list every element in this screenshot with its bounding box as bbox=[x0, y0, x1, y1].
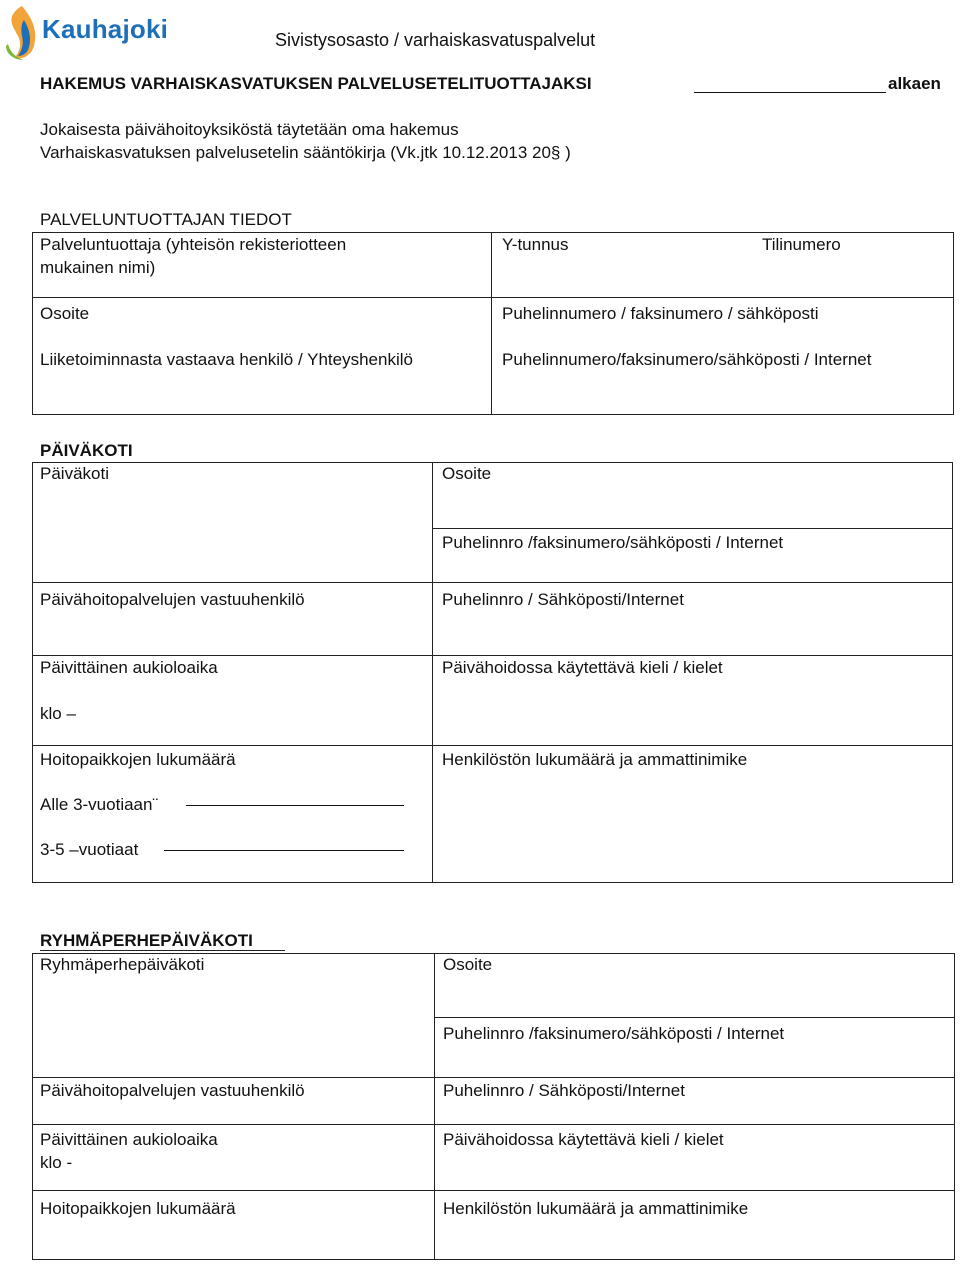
logo-flame-icon bbox=[4, 4, 44, 62]
daycare-row-3 bbox=[32, 655, 953, 656]
group-responsible-label: Päivähoitopalvelujen vastuuhenkilö bbox=[40, 1081, 305, 1100]
group-row-2 bbox=[32, 1077, 955, 1078]
daycare-phone-label: Puhelinnro /faksinumero/sähköposti / Internet bbox=[442, 533, 784, 552]
group-languages-label: Päivähoidossa käytettävä kieli / kielet bbox=[443, 1130, 724, 1149]
group-daycare-divider bbox=[434, 953, 435, 1260]
daycare-languages-label: Päivähoidossa käytettävä kieli / kielet bbox=[442, 658, 723, 677]
kauhajoki-logo bbox=[4, 4, 176, 62]
daycare-heading: PÄIVÄKOTI bbox=[40, 441, 133, 460]
tilinumero-label: Tilinumero bbox=[762, 235, 841, 254]
group-daycare-heading: RYHMÄPERHEPÄIVÄKOTI bbox=[40, 931, 253, 950]
daycare-places-label: Hoitopaikkojen lukumäärä bbox=[40, 750, 236, 769]
group-right-row-1 bbox=[434, 1017, 955, 1018]
group-name-label: Ryhmäperhepäiväkoti bbox=[40, 955, 205, 974]
daycare-address-label: Osoite bbox=[442, 464, 492, 483]
group-staff-label: Henkilöstön lukumäärä ja ammattinimike bbox=[443, 1199, 749, 1218]
group-row-3 bbox=[32, 1124, 955, 1125]
daycare-right-row-1 bbox=[432, 528, 953, 529]
group-klo-label: klo - bbox=[40, 1153, 73, 1172]
group-responsible-phone-label: Puhelinnro / Sähköposti/Internet bbox=[443, 1081, 685, 1100]
group-address-label: Osoite bbox=[443, 955, 493, 974]
daycare-staff-label: Henkilöstön lukumäärä ja ammattinimike bbox=[442, 750, 748, 769]
logo-text: Kauhajoki bbox=[42, 14, 169, 44]
daycare-divider bbox=[432, 462, 433, 883]
provider-heading: PALVELUNTUOTTAJAN TIEDOT bbox=[40, 210, 292, 229]
under3-label: Alle 3-vuotiaan¨ bbox=[40, 795, 159, 814]
provider-name-label-2: mukainen nimi) bbox=[40, 258, 156, 277]
group-heading-underline bbox=[40, 950, 285, 951]
age35-field[interactable] bbox=[164, 850, 404, 851]
intro-line-1: Jokaisesta päivähoitoyksiköstä täytetään oma hakemus bbox=[40, 120, 459, 139]
form-title: HAKEMUS VARHAISKASVATUKSEN PALVELUSETELITUOTTAJAKSI bbox=[40, 74, 592, 93]
start-date-field[interactable] bbox=[694, 92, 886, 93]
group-row-4 bbox=[32, 1190, 955, 1191]
daycare-row-2 bbox=[32, 582, 953, 583]
group-places-label: Hoitopaikkojen lukumäärä bbox=[40, 1199, 236, 1218]
provider-contact-label: Liiketoiminnasta vastaava henkilö / Yhteyshenkilö bbox=[40, 350, 413, 369]
ytunnus-label: Y-tunnus bbox=[502, 235, 569, 254]
daycare-row-4 bbox=[32, 745, 953, 746]
daycare-klo-label: klo – bbox=[40, 704, 76, 723]
group-phone-label: Puhelinnro /faksinumero/sähköposti / Internet bbox=[443, 1024, 785, 1043]
provider-address-label: Osoite bbox=[40, 304, 90, 323]
daycare-responsible-phone-label: Puhelinnro / Sähköposti/Internet bbox=[442, 590, 684, 609]
daycare-responsible-label: Päivähoitopalvelujen vastuuhenkilö bbox=[40, 590, 305, 609]
provider-row-divider bbox=[32, 297, 954, 298]
daycare-hours-label: Päivittäinen aukioloaika bbox=[40, 658, 218, 677]
provider-contact-phone-label: Puhelinnumero/faksinumero/sähköposti / Internet bbox=[502, 350, 872, 369]
daycare-name-label: Päiväkoti bbox=[40, 464, 109, 483]
intro-line-2: Varhaiskasvatuksen palvelusetelin sääntökirja (Vk.jtk 10.12.2013 20§ ) bbox=[40, 143, 571, 162]
provider-divider bbox=[491, 232, 492, 415]
alkaen-label: alkaen bbox=[888, 74, 941, 93]
department-name: Sivistysosasto / varhaiskasvatuspalvelut bbox=[275, 30, 596, 50]
age35-label: 3-5 –vuotiaat bbox=[40, 840, 139, 859]
provider-phone-label: Puhelinnumero / faksinumero / sähköposti bbox=[502, 304, 819, 323]
provider-name-label-1: Palveluntuottaja (yhteisön rekisteriotteen bbox=[40, 235, 347, 254]
under3-field[interactable] bbox=[186, 805, 404, 806]
group-hours-label: Päivittäinen aukioloaika bbox=[40, 1130, 218, 1149]
